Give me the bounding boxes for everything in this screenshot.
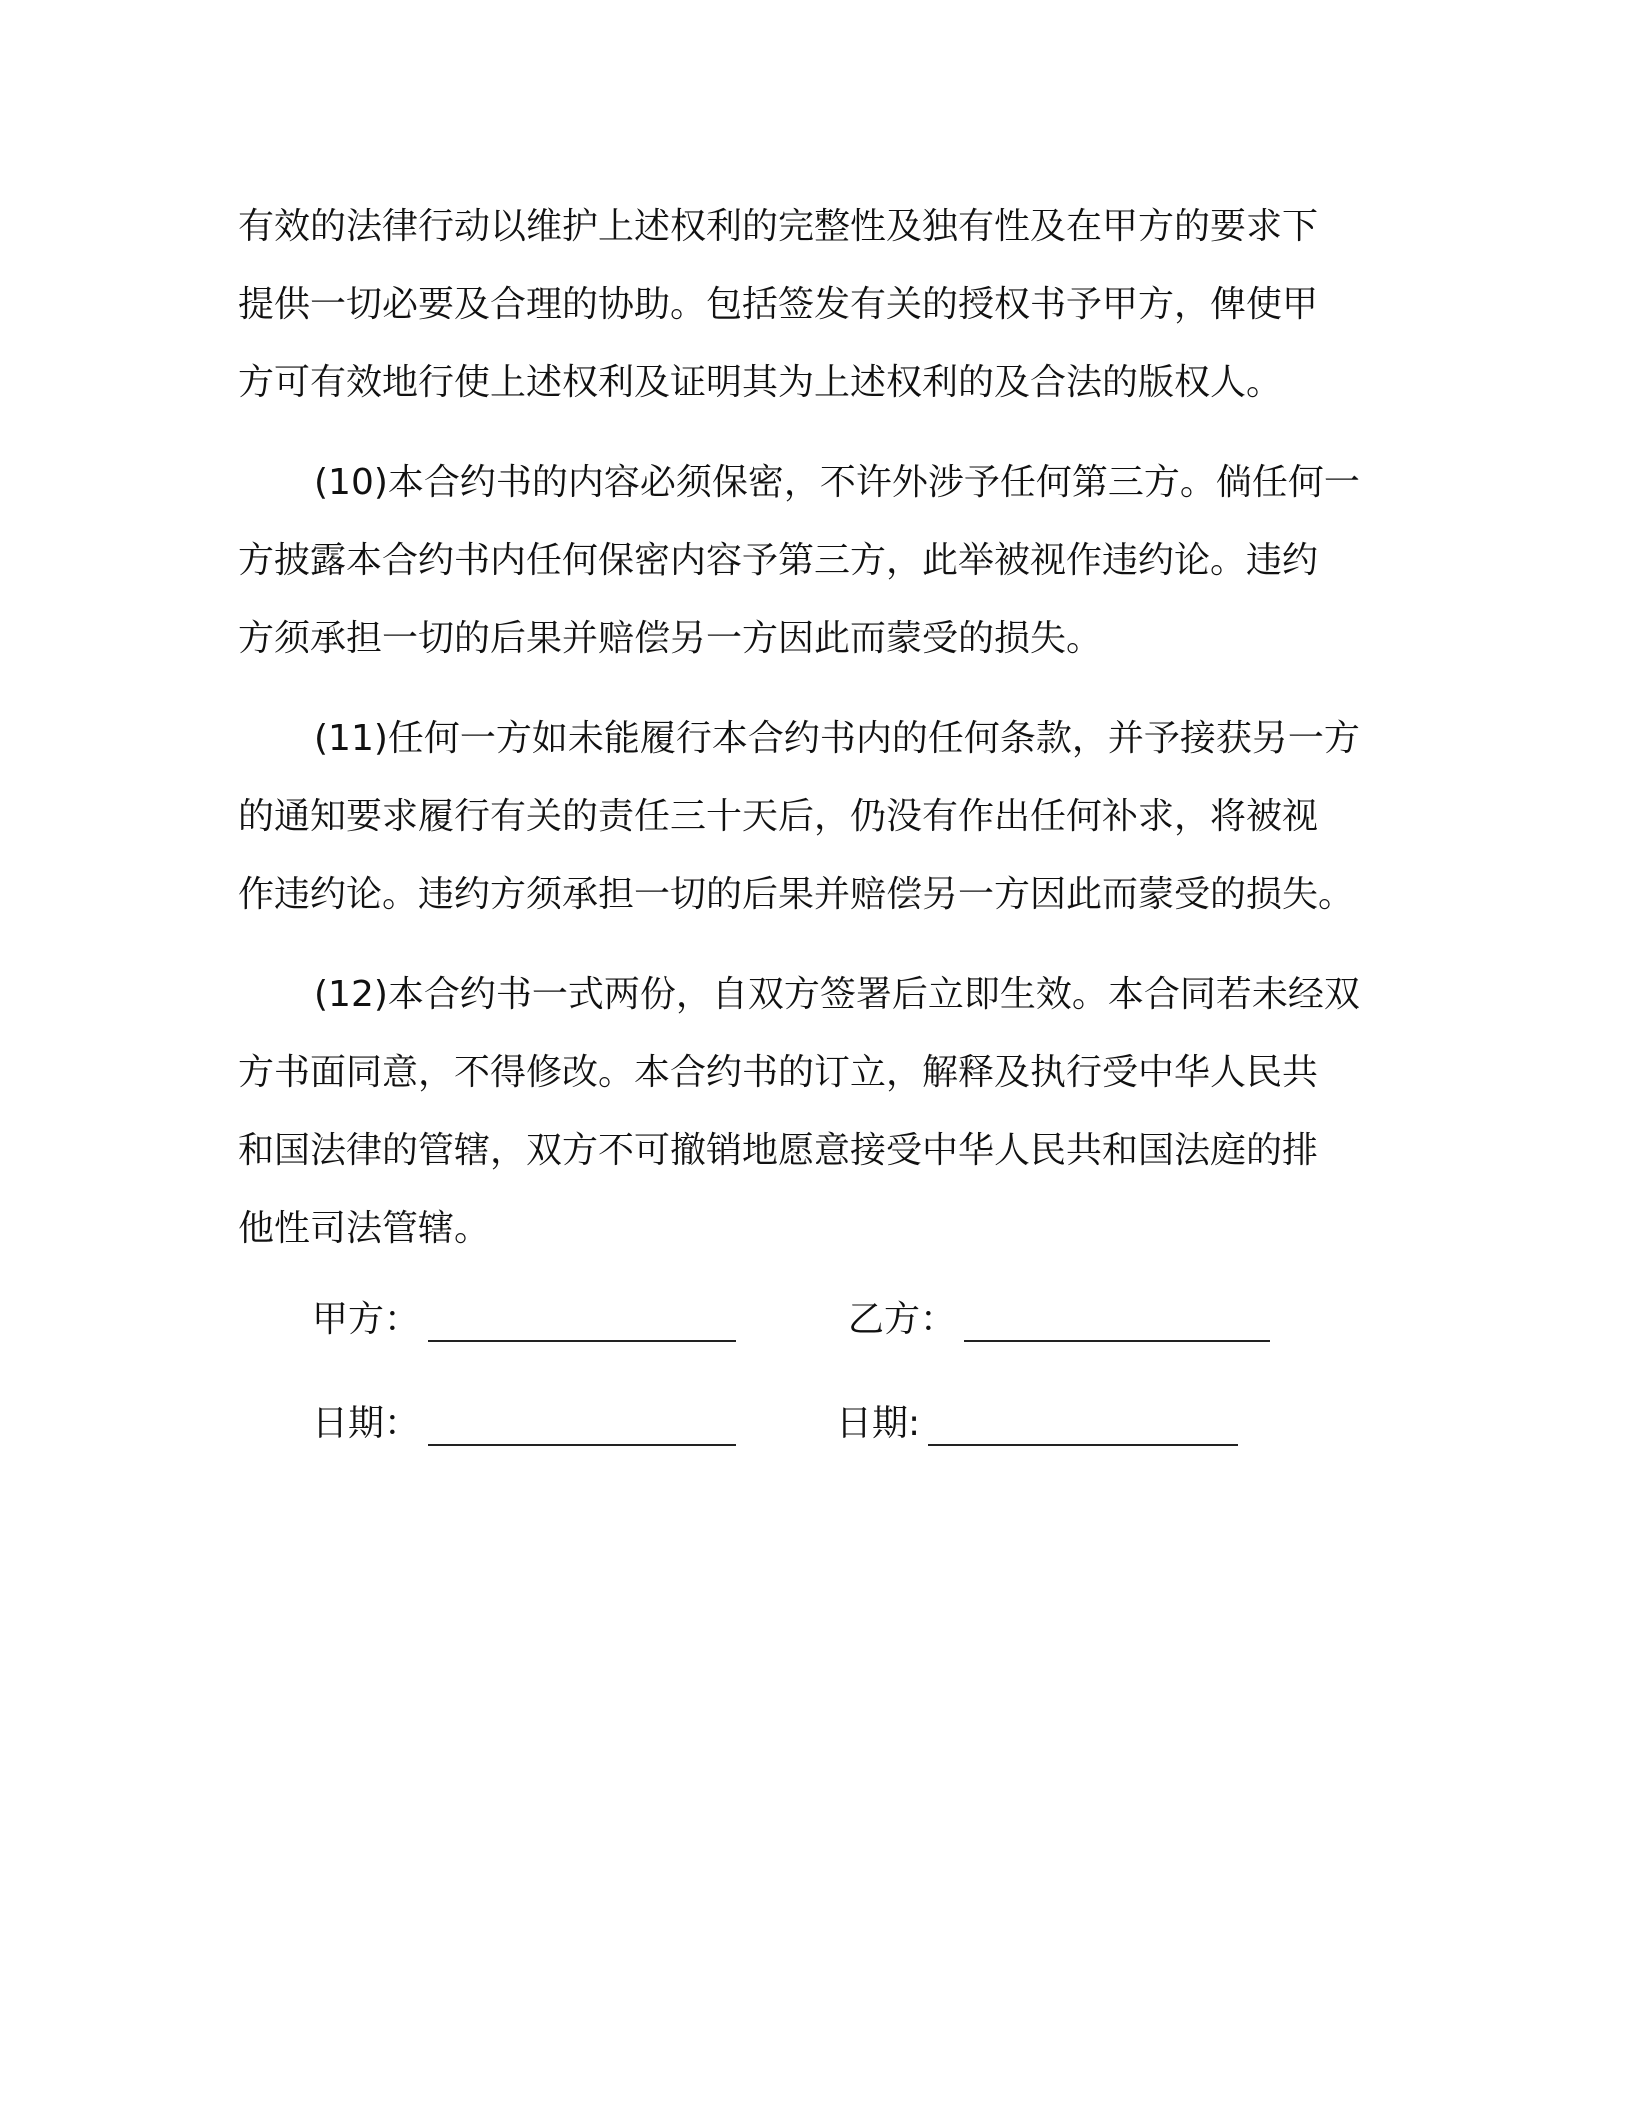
paragraph-10 xyxy=(238,444,1398,678)
date-b-line[interactable] xyxy=(928,1394,1238,1446)
paragraph-line: 方须承担一切的后果并赔偿另一方因此而蒙受的损失。 xyxy=(238,618,1103,659)
paragraph-line: (12)本合约书一式两份，自双方签署后立即生效。本合同若未经双 xyxy=(314,974,1360,1015)
paragraph-line: 方披露本合约书内任何保密内容予第三方，此举被视作违约论。违约 xyxy=(238,540,1319,581)
date-b-label: 日期: xyxy=(836,1403,921,1444)
signature-block xyxy=(312,1290,1352,1498)
date-a-field xyxy=(312,1394,736,1454)
date-a-label: 日期： xyxy=(312,1403,421,1444)
paragraph-line: (11)任何一方如未能履行本合约书内的任何条款，并予接获另一方 xyxy=(314,718,1360,759)
party-b-signature xyxy=(848,1290,1270,1350)
party-b-signature-line[interactable] xyxy=(964,1290,1270,1342)
date-b-field xyxy=(836,1394,1238,1454)
party-a-label: 甲方： xyxy=(312,1299,421,1340)
signature-row-parties xyxy=(312,1290,1352,1394)
paragraph-11 xyxy=(238,700,1398,934)
paragraph-line: 的通知要求履行有关的责任三十天后，仍没有作出任何补求，将被视 xyxy=(238,796,1319,837)
paragraph-line: 作违约论。违约方须承担一切的后果并赔偿另一方因此而蒙受的损失。 xyxy=(238,874,1355,915)
paragraph-line: 方可有效地行使上述权利及证明其为上述权利的及合法的版权人。 xyxy=(238,362,1283,403)
party-b-label: 乙方： xyxy=(848,1299,957,1340)
paragraph-line: 和国法律的管辖，双方不可撤销地愿意接受中华人民共和国法庭的排 xyxy=(238,1130,1319,1171)
paragraph-9-continued xyxy=(238,188,1398,422)
signature-row-dates xyxy=(312,1394,1352,1498)
paragraph-line: (10)本合约书的内容必须保密，不许外涉予任何第三方。倘任何一 xyxy=(314,462,1360,503)
paragraph-line: 提供一切必要及合理的协助。包括签发有关的授权书予甲方，俾使甲 xyxy=(238,284,1319,325)
party-a-signature-line[interactable] xyxy=(428,1290,736,1342)
date-a-line[interactable] xyxy=(428,1394,736,1446)
document-body xyxy=(238,188,1398,1290)
paragraph-line: 他性司法管辖。 xyxy=(238,1208,491,1249)
paragraph-line: 方书面同意，不得修改。本合约书的订立，解释及执行受中华人民共 xyxy=(238,1052,1319,1093)
party-a-signature xyxy=(312,1290,736,1350)
paragraph-line: 有效的法律行动以维护上述权利的完整性及独有性及在甲方的要求下 xyxy=(238,206,1319,247)
paragraph-12 xyxy=(238,956,1398,1268)
